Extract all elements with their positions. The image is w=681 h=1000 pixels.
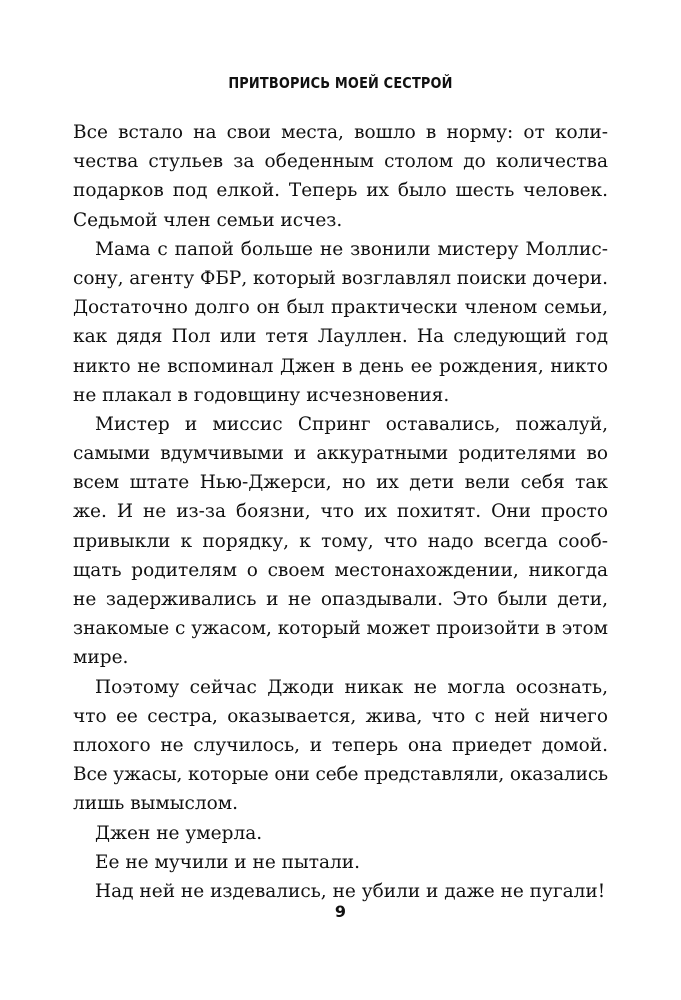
text-line: Все встало на свои места, вошло в норму: от коли-: [73, 122, 608, 143]
text-line: лишь вымыслом.: [73, 793, 239, 815]
text-line: Джен не умерла.: [95, 822, 263, 844]
body-text: [73, 118, 608, 906]
running-head-title: ПРИТВОРИСЬ МОЕЙ СЕСТРОЙ: [228, 74, 453, 92]
text-line: знакомые с ужасом, который может произойти в этом: [73, 618, 608, 640]
text-line: Мама с папой больше не звонили мистеру Моллис-: [95, 238, 608, 260]
text-line: что ее сестра, оказывается, жива, что с ней ничего: [73, 705, 608, 727]
text-line: мире.: [73, 647, 129, 669]
text-line: Поэтому сейчас Джоди никак не могла осознать,: [95, 676, 608, 698]
page-number: 9: [334, 902, 347, 921]
text-line: Мистер и миссис Спринг оставались, пожалуй,: [95, 413, 608, 435]
text-line: же. И не из-за боязни, что их похитят. Они просто: [73, 501, 608, 523]
text-line: Все ужасы, которые они себе представляли, оказались: [73, 764, 608, 786]
text-line: Над ней не издевались, не убили и даже не пугали!: [95, 880, 606, 902]
text-line: как дядя Пол или тетя Лауллен. На следующий год: [73, 326, 608, 348]
text-line: подарков под елкой. Теперь их было шесть человек.: [73, 180, 608, 202]
text-line: всем штате Нью-Джерси, но их дети вели себя так: [73, 472, 608, 494]
text-line: чества стульев за обеденным столом до количества: [73, 151, 608, 173]
text-line: не плакал в годовщину исчезновения.: [73, 384, 450, 406]
text-line: самыми вдумчивыми и аккуратными родителями во: [73, 443, 608, 465]
text-line: сону, агенту ФБР, который возглавлял поиски дочери.: [73, 267, 608, 289]
text-line: не задерживались и не опаздывали. Это были дети,: [73, 589, 608, 610]
text-line: щать родителям о своем местонахождении, никогда: [73, 559, 608, 581]
text-line: никто не вспоминал Джен в день ее рождения, никто: [73, 355, 608, 377]
text-line: Ее не мучили и не пытали.: [95, 851, 360, 873]
text-line: привыкли к порядку, к тому, что надо всегда сооб-: [73, 530, 608, 552]
text-line: Достаточно долго он был практически членом семьи,: [73, 297, 608, 319]
text-line: Седьмой член семьи исчез.: [73, 209, 343, 231]
text-line: плохого не случилось, и теперь она приедет домой.: [73, 734, 608, 756]
